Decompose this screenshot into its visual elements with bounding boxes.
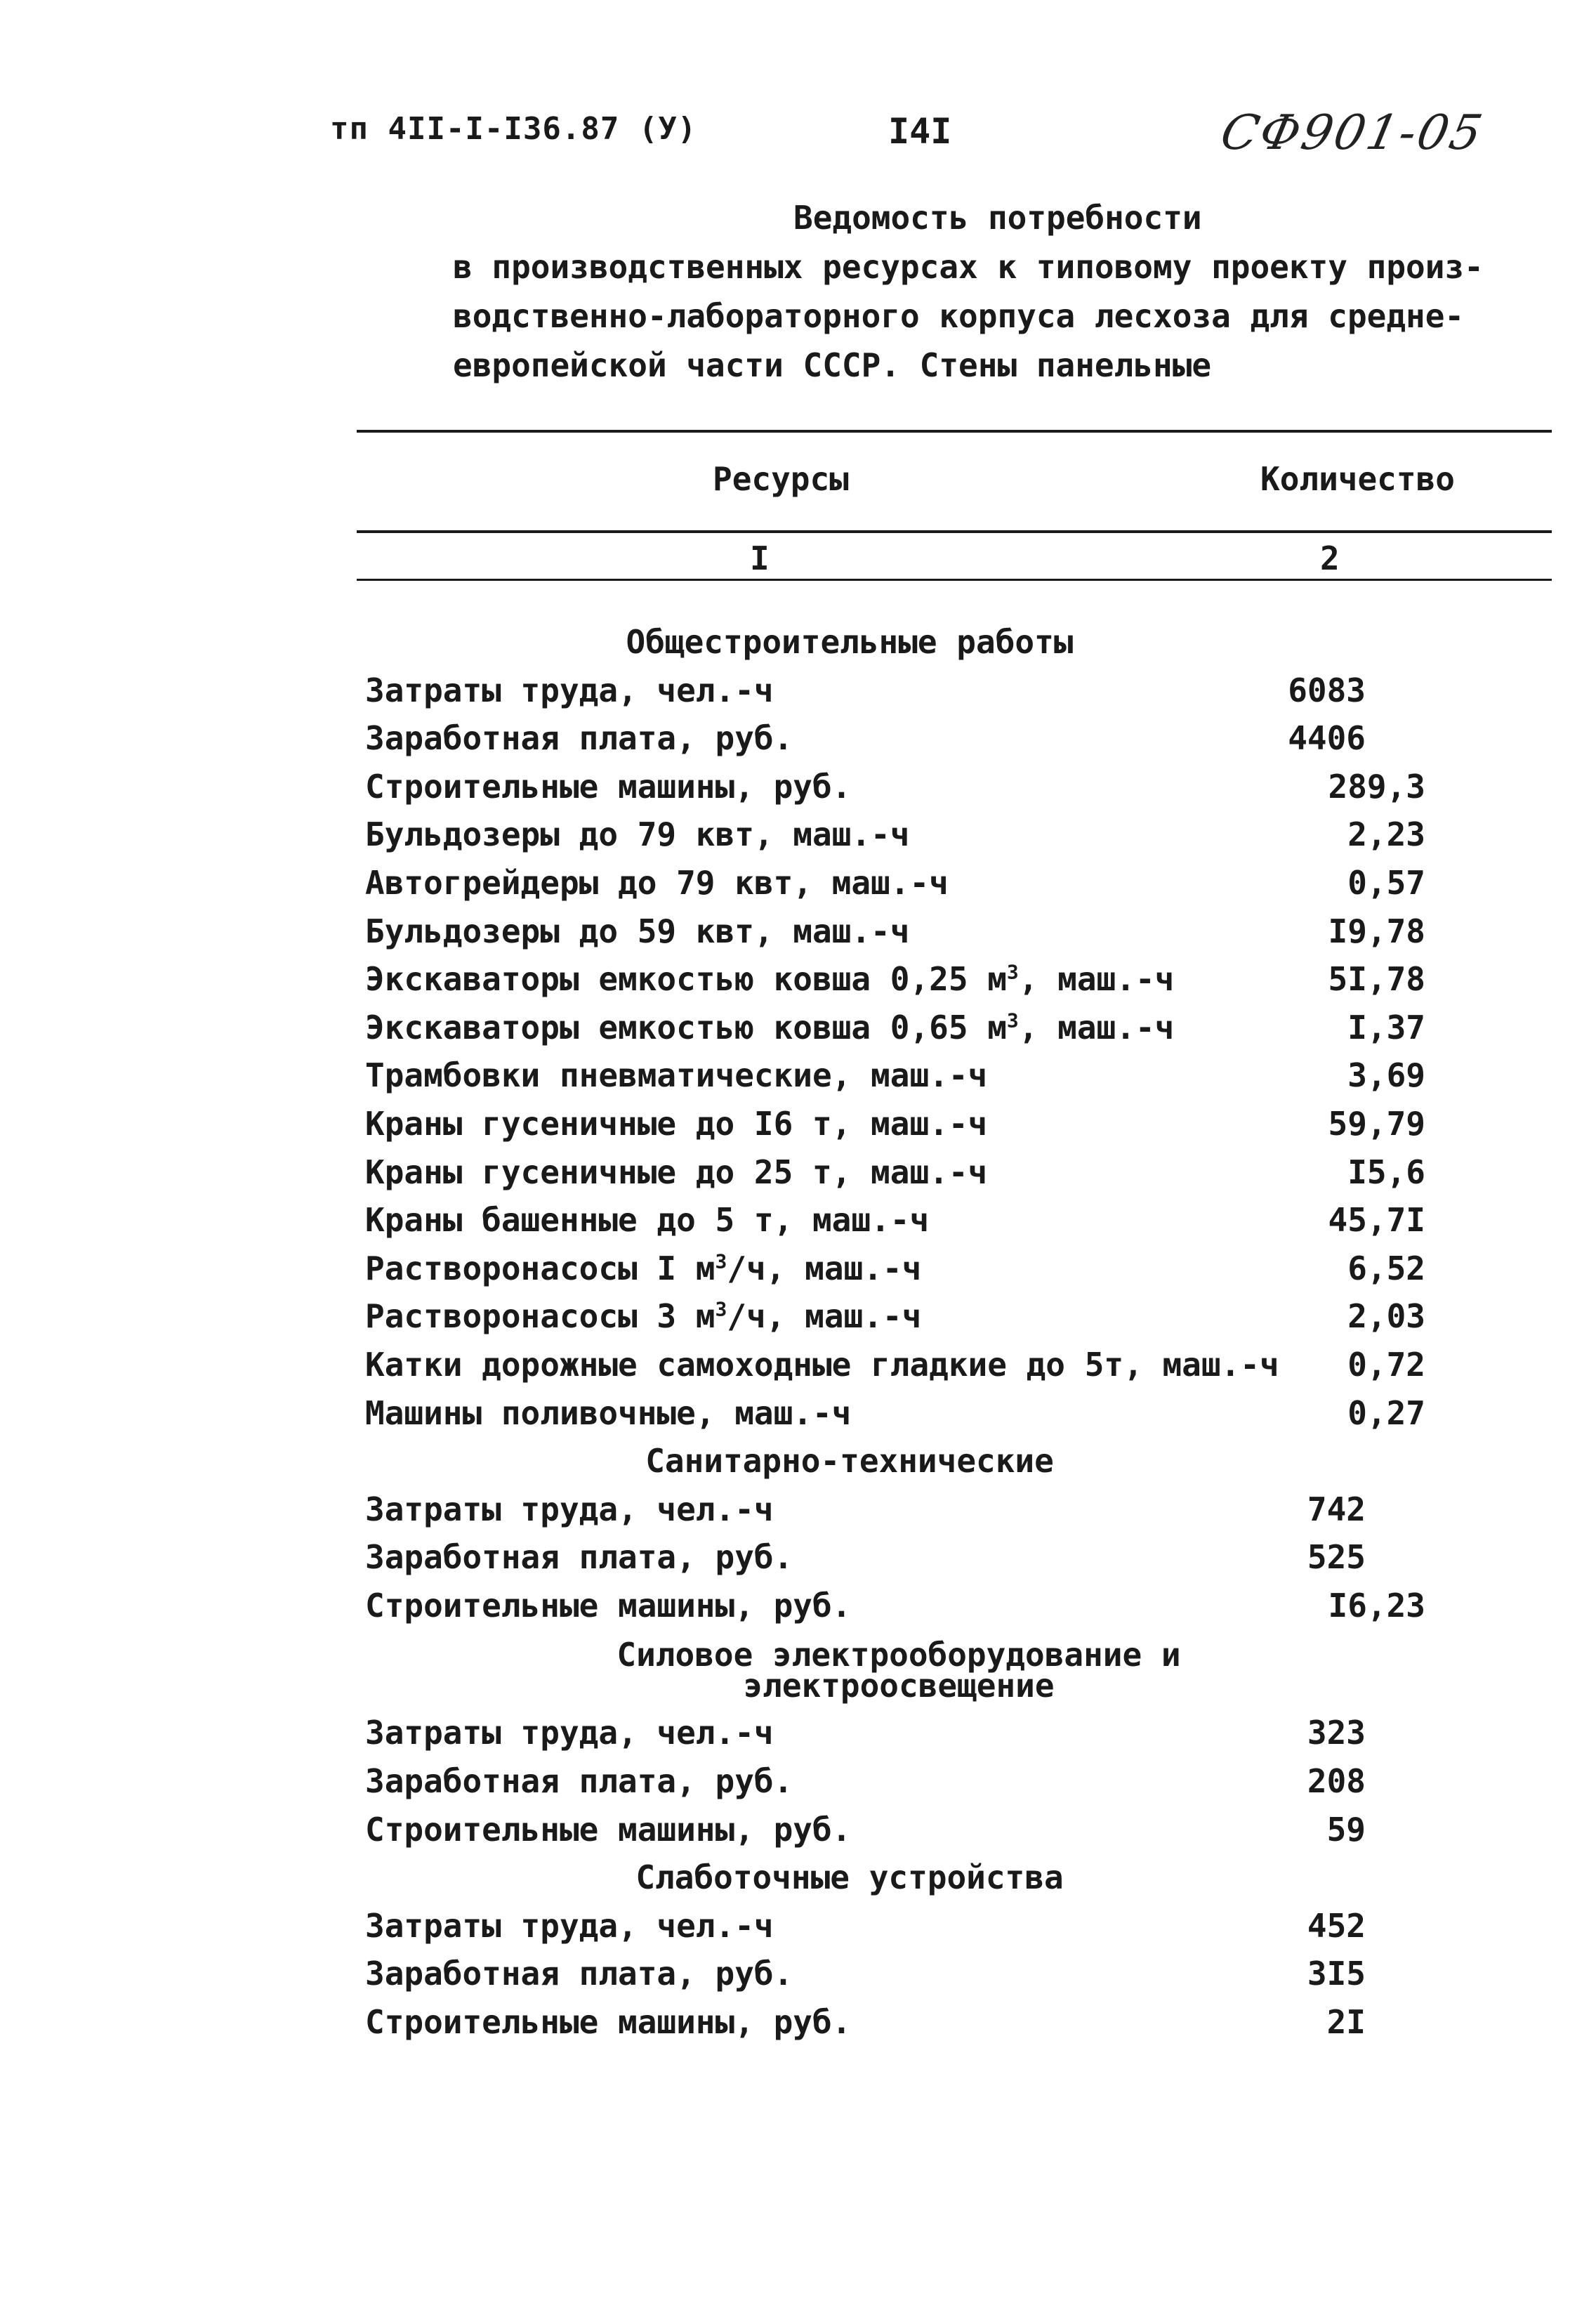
row-quantity: 289,3 — [1328, 767, 1425, 806]
table-row — [365, 1485, 1460, 1534]
row-quantity: 6083 — [1288, 671, 1366, 709]
row-label: Заработная плата, руб. — [365, 719, 793, 758]
table-row — [365, 811, 1460, 859]
row-quantity: 59,79 — [1328, 1104, 1425, 1143]
table-row — [365, 907, 1460, 956]
row-quantity: I9,78 — [1328, 912, 1425, 950]
row-quantity: I5,6 — [1347, 1153, 1425, 1191]
row-label: Бульдозеры до 59 квт, маш.-ч — [365, 912, 910, 950]
table-row — [365, 1196, 1460, 1245]
title-line-2: в производственных ресурсах к типовому проекту произ- — [453, 248, 1484, 286]
column-number-1: I — [750, 539, 770, 577]
row-quantity: 45,7I — [1328, 1201, 1425, 1240]
row-quantity: 5I,78 — [1328, 960, 1425, 999]
row-quantity: I,37 — [1347, 1008, 1425, 1046]
section-title-lowcurrent: Слаботочные устройства — [635, 1858, 1064, 1897]
row-label: Затраты труда, чел.-ч — [365, 1906, 774, 1945]
row-quantity: 208 — [1307, 1762, 1366, 1801]
handwritten-stamp: СФ901-05 — [1215, 105, 1489, 161]
table-row — [365, 1100, 1460, 1148]
row-label: Заработная плата, руб. — [365, 1955, 793, 1993]
table-row — [365, 1051, 1460, 1100]
row-quantity: 6,52 — [1347, 1249, 1425, 1287]
row-label: Строительные машины, руб. — [365, 2003, 852, 2042]
title-line-1: Ведомость потребности — [793, 199, 1202, 237]
row-label: Автогрейдеры до 79 квт, маш.-ч — [365, 863, 949, 902]
table-numbers-rule — [357, 579, 1552, 581]
table-row — [365, 859, 1460, 907]
row-label-suffix: /ч, маш.-ч — [727, 1249, 922, 1287]
section-title-electrical — [365, 1629, 1460, 1709]
table-row — [365, 763, 1460, 811]
row-label — [365, 1292, 921, 1341]
row-label-suffix: /ч, маш.-ч — [727, 1297, 922, 1336]
row-label: Затраты труда, чел.-ч — [365, 671, 774, 709]
superscript: 3 — [715, 1297, 727, 1321]
row-label — [365, 1004, 1174, 1052]
row-label: Краны гусеничные до 25 т, маш.-ч — [365, 1153, 988, 1191]
row-quantity: 0,27 — [1347, 1393, 1425, 1432]
row-quantity: 59 — [1326, 1810, 1366, 1849]
table-row — [365, 714, 1460, 763]
row-quantity: 2,23 — [1347, 815, 1425, 854]
row-quantity: 2,03 — [1347, 1297, 1425, 1336]
section-title-sanitary: Санитарно-технические — [645, 1442, 1054, 1481]
row-quantity: 3I5 — [1307, 1955, 1366, 1993]
row-quantity: 0,57 — [1347, 863, 1425, 902]
row-label-text: Растворонасосы I м — [365, 1249, 715, 1287]
row-label: Трамбовки пневматические, маш.-ч — [365, 1056, 988, 1095]
table-row — [365, 1582, 1460, 1630]
row-quantity: 4406 — [1288, 719, 1366, 758]
row-label-text: Экскаваторы емкостью ковша 0,25 м — [365, 960, 1007, 999]
superscript: 3 — [1006, 1009, 1019, 1032]
superscript: 3 — [1006, 960, 1019, 984]
section-title-line-1: Силовое электрооборудование и — [616, 1636, 1181, 1674]
row-label: Строительные машины, руб. — [365, 1810, 852, 1849]
table-row — [365, 1806, 1460, 1854]
row-label: Катки дорожные самоходные гладкие до 5т, маш.-ч — [365, 1345, 1279, 1384]
column-number-2: 2 — [1320, 539, 1340, 577]
row-quantity: 0,72 — [1347, 1345, 1425, 1384]
table-row — [365, 1950, 1460, 1998]
row-quantity: 2I — [1326, 2003, 1366, 2042]
table-row — [365, 1292, 1460, 1341]
title-line-3: водственно-лабораторного корпуса лесхоза для средне- — [453, 297, 1465, 335]
row-label-suffix: , маш.-ч — [1018, 1008, 1175, 1046]
table-row — [365, 1341, 1460, 1389]
table-row — [365, 1709, 1460, 1757]
row-quantity: 3,69 — [1347, 1056, 1425, 1095]
table-row — [365, 667, 1460, 715]
row-quantity: 323 — [1307, 1714, 1366, 1752]
table-header-rule — [357, 530, 1552, 533]
table-body — [365, 618, 1460, 2047]
row-label — [365, 955, 1174, 1004]
row-label: Заработная плата, руб. — [365, 1762, 793, 1801]
column-header-quantity: Количество — [1260, 460, 1455, 498]
row-label: Машины поливочные, маш.-ч — [365, 1393, 852, 1432]
table-row — [365, 1389, 1460, 1438]
page-number: I4I — [888, 111, 952, 152]
row-label: Заработная плата, руб. — [365, 1538, 793, 1577]
row-label: Строительные машины, руб. — [365, 1586, 852, 1625]
table-row — [365, 1998, 1460, 2047]
row-quantity: 525 — [1307, 1538, 1366, 1577]
section-title-general: Общестроительные работы — [626, 623, 1074, 661]
title-line-4: европейской части СССР. Стены панельные — [453, 346, 1212, 384]
row-label: Бульдозеры до 79 квт, маш.-ч — [365, 815, 910, 854]
row-label: Краны гусеничные до I6 т, маш.-ч — [365, 1104, 988, 1143]
row-label: Строительные машины, руб. — [365, 767, 852, 806]
table-row — [365, 1902, 1460, 1950]
row-quantity: 452 — [1307, 1906, 1366, 1945]
table-row — [365, 1004, 1460, 1052]
column-header-resources: Ресурсы — [713, 460, 849, 498]
row-label: Затраты труда, чел.-ч — [365, 1714, 774, 1752]
document-code: тп 4II-I-I36.87 (У) — [330, 111, 697, 147]
document-title — [453, 193, 1548, 390]
row-label: Затраты труда, чел.-ч — [365, 1490, 774, 1528]
section-title-line-2: электроосвещение — [743, 1667, 1055, 1705]
table-row — [365, 955, 1460, 1004]
superscript: 3 — [715, 1249, 727, 1273]
row-label: Краны башенные до 5 т, маш.-ч — [365, 1201, 930, 1240]
row-quantity: I6,23 — [1328, 1586, 1425, 1625]
row-label-suffix: , маш.-ч — [1018, 960, 1175, 999]
table-row — [365, 1757, 1460, 1806]
table-row — [365, 1245, 1460, 1293]
row-quantity: 742 — [1307, 1490, 1366, 1528]
row-label-text: Экскаваторы емкостью ковша 0,65 м — [365, 1008, 1007, 1046]
table-top-rule — [357, 430, 1552, 433]
row-label — [365, 1245, 921, 1293]
row-label-text: Растворонасосы 3 м — [365, 1297, 715, 1336]
table-row — [365, 1148, 1460, 1197]
table-row — [365, 1533, 1460, 1582]
